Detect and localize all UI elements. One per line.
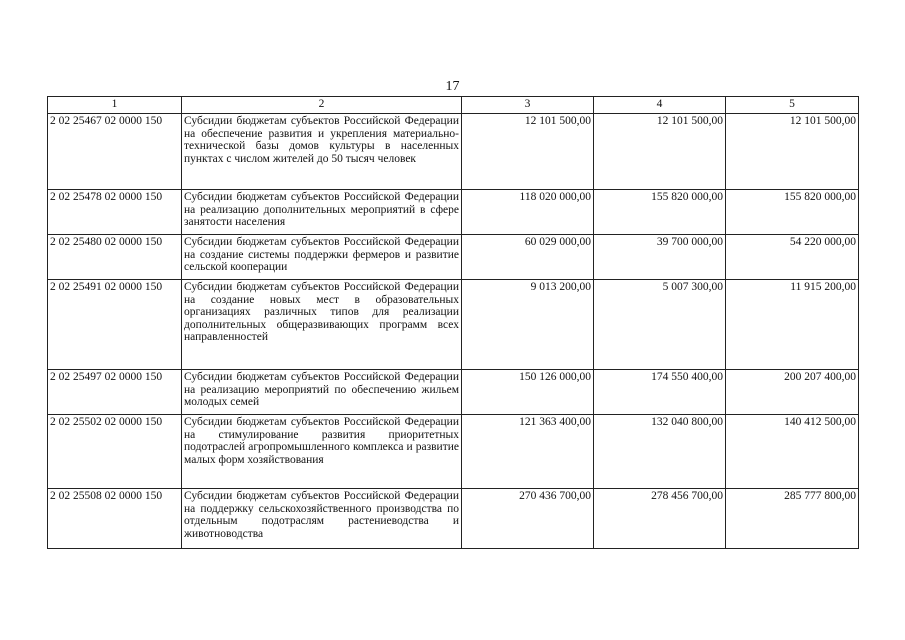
amount-col5: 155 820 000,00 <box>726 190 859 235</box>
column-header-2: 2 <box>182 97 462 114</box>
budget-table <box>47 96 859 549</box>
amount-col5: 12 101 500,00 <box>726 114 859 190</box>
table-row <box>48 280 859 370</box>
budget-code: 2 02 25478 02 0000 150 <box>48 190 182 235</box>
table-row <box>48 190 859 235</box>
amount-col5: 285 777 800,00 <box>726 489 859 549</box>
table-row <box>48 415 859 489</box>
amount-col3: 150 126 000,00 <box>462 370 594 415</box>
row-description: Субсидии бюджетам субъектов Российской Федерации на стимулирование развития приоритетных подотраслей агропромышленного комплекса и развитие малых форм хозяйствования <box>182 415 462 489</box>
amount-col5: 54 220 000,00 <box>726 235 859 280</box>
budget-code: 2 02 25467 02 0000 150 <box>48 114 182 190</box>
column-header-3: 3 <box>462 97 594 114</box>
amount-col4: 5 007 300,00 <box>594 280 726 370</box>
column-header-1: 1 <box>48 97 182 114</box>
amount-col4: 155 820 000,00 <box>594 190 726 235</box>
row-description: Субсидии бюджетам субъектов Российской Федерации на создание системы поддержки фермеров и развитие сельской кооперации <box>182 235 462 280</box>
table-row <box>48 235 859 280</box>
amount-col4: 278 456 700,00 <box>594 489 726 549</box>
column-header-5: 5 <box>726 97 859 114</box>
table-row <box>48 489 859 549</box>
budget-code: 2 02 25497 02 0000 150 <box>48 370 182 415</box>
amount-col3: 118 020 000,00 <box>462 190 594 235</box>
table-row <box>48 370 859 415</box>
amount-col4: 12 101 500,00 <box>594 114 726 190</box>
table-row <box>48 114 859 190</box>
table-header-row <box>48 97 859 114</box>
amount-col4: 39 700 000,00 <box>594 235 726 280</box>
amount-col3: 9 013 200,00 <box>462 280 594 370</box>
row-description: Субсидии бюджетам субъектов Российской Федерации на поддержку сельскохозяйственного производства по отдельным подотраслям растениеводства и животноводства <box>182 489 462 549</box>
budget-code: 2 02 25491 02 0000 150 <box>48 280 182 370</box>
page-number: 17 <box>445 79 460 94</box>
amount-col4: 132 040 800,00 <box>594 415 726 489</box>
amount-col5: 11 915 200,00 <box>726 280 859 370</box>
row-description: Субсидии бюджетам субъектов Российской Федерации на создание новых мест в образовательных организациях различных типов для реализации дополнительных общеразвивающих программ всех направленностей <box>182 280 462 370</box>
budget-code: 2 02 25480 02 0000 150 <box>48 235 182 280</box>
amount-col4: 174 550 400,00 <box>594 370 726 415</box>
budget-code: 2 02 25508 02 0000 150 <box>48 489 182 549</box>
amount-col3: 60 029 000,00 <box>462 235 594 280</box>
amount-col5: 140 412 500,00 <box>726 415 859 489</box>
amount-col3: 12 101 500,00 <box>462 114 594 190</box>
row-description: Субсидии бюджетам субъектов Российской Федерации на обеспечение развития и укрепления материально-технической базы домов культуры в населенных пунктах с числом жителей до 50 тысяч человек <box>182 114 462 190</box>
row-description: Субсидии бюджетам субъектов Российской Федерации на реализацию дополнительных мероприятий в сфере занятости населения <box>182 190 462 235</box>
amount-col3: 121 363 400,00 <box>462 415 594 489</box>
row-description: Субсидии бюджетам субъектов Российской Федерации на реализацию мероприятий по обеспечению жильем молодых семей <box>182 370 462 415</box>
column-header-4: 4 <box>594 97 726 114</box>
budget-code: 2 02 25502 02 0000 150 <box>48 415 182 489</box>
amount-col3: 270 436 700,00 <box>462 489 594 549</box>
amount-col5: 200 207 400,00 <box>726 370 859 415</box>
